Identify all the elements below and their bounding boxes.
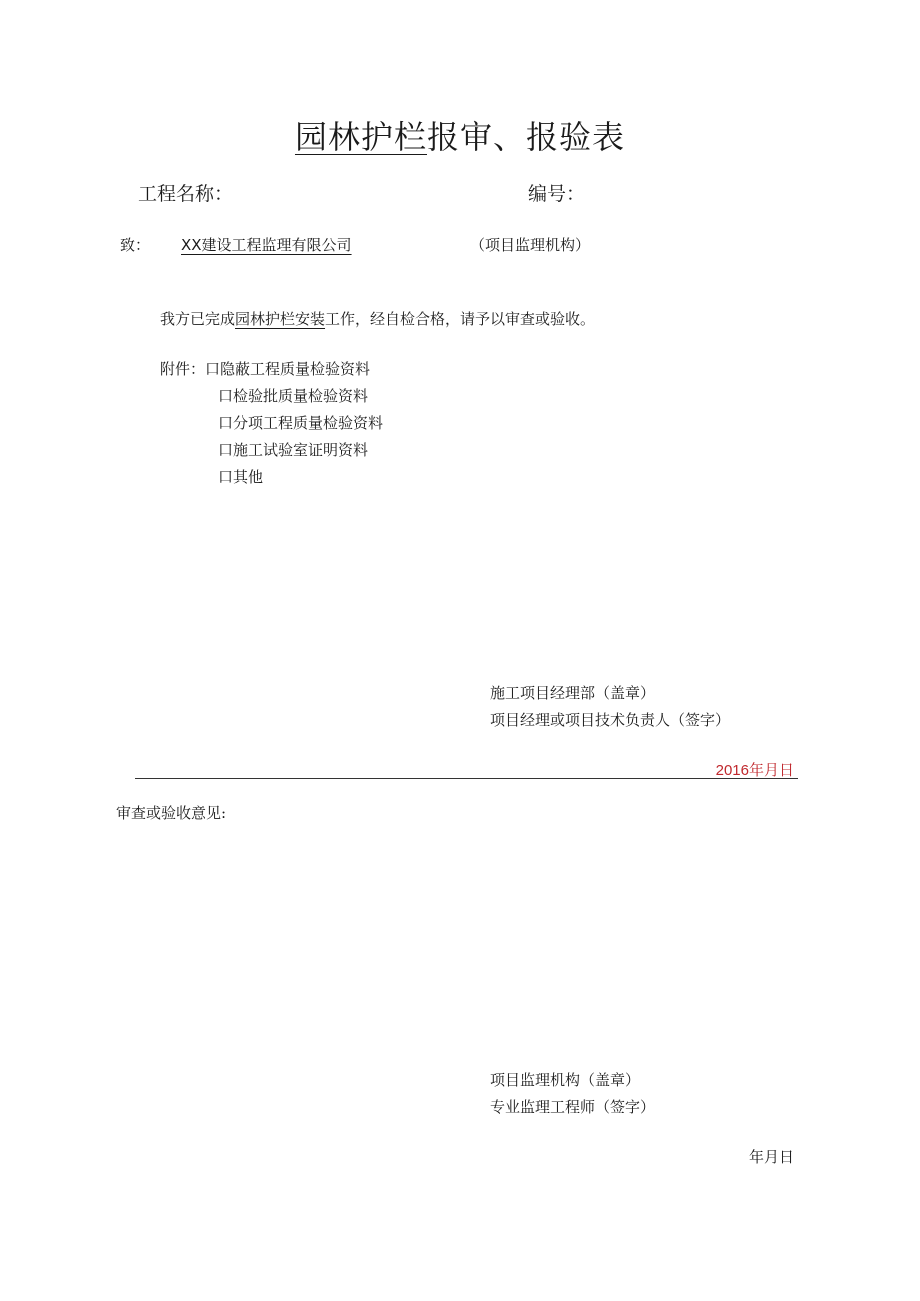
attachment-item: 口施工试验室证明资料 [218, 441, 369, 459]
recipient-org-note: （项目监理机构） [470, 236, 591, 254]
statement-line [160, 308, 595, 329]
title-underlined-part: 园林护栏 [294, 118, 427, 156]
statement-suffix: 工作，经自检合格，请予以审查或验收。 [325, 310, 596, 328]
contractor-date-rest: 年月日 [748, 761, 794, 779]
attachment-item: 口其他 [218, 468, 264, 486]
recipient-company: XX建设工程监理有限公司 [181, 236, 352, 254]
supervisor-stamp-line: 项目监理机构（盖章） [490, 1071, 641, 1089]
title-rest: 报审、报验表 [427, 118, 626, 156]
section-divider [135, 778, 798, 779]
attachment-item: 口检验批质量检验资料 [218, 387, 369, 405]
review-date: 年月日 [748, 1148, 794, 1166]
review-opinion-label: 审查或验收意见: [116, 804, 227, 822]
page-title [0, 112, 920, 158]
statement-prefix: 我方已完成 [160, 310, 236, 328]
project-name-label: 工程名称： [138, 183, 234, 205]
engineer-signature-line: 专业监理工程师（签字） [490, 1098, 656, 1116]
contractor-stamp-line: 施工项目经理部（盖章） [490, 684, 656, 702]
contractor-signature-line: 项目经理或项目技术负责人（签字） [490, 711, 731, 729]
statement-work-item: 园林护栏安装 [235, 310, 326, 328]
number-label: 编号： [528, 183, 586, 205]
contractor-date-year: 2016 [715, 762, 749, 779]
contractor-date [716, 759, 794, 780]
attachments-label: 附件：口隐蔽工程质量检验资料 [160, 360, 371, 378]
recipient-label: 致： [120, 236, 151, 254]
attachment-item: 口分项工程质量检验资料 [218, 414, 384, 432]
attachment-item: 口隐蔽工程质量检验资料 [205, 360, 371, 378]
